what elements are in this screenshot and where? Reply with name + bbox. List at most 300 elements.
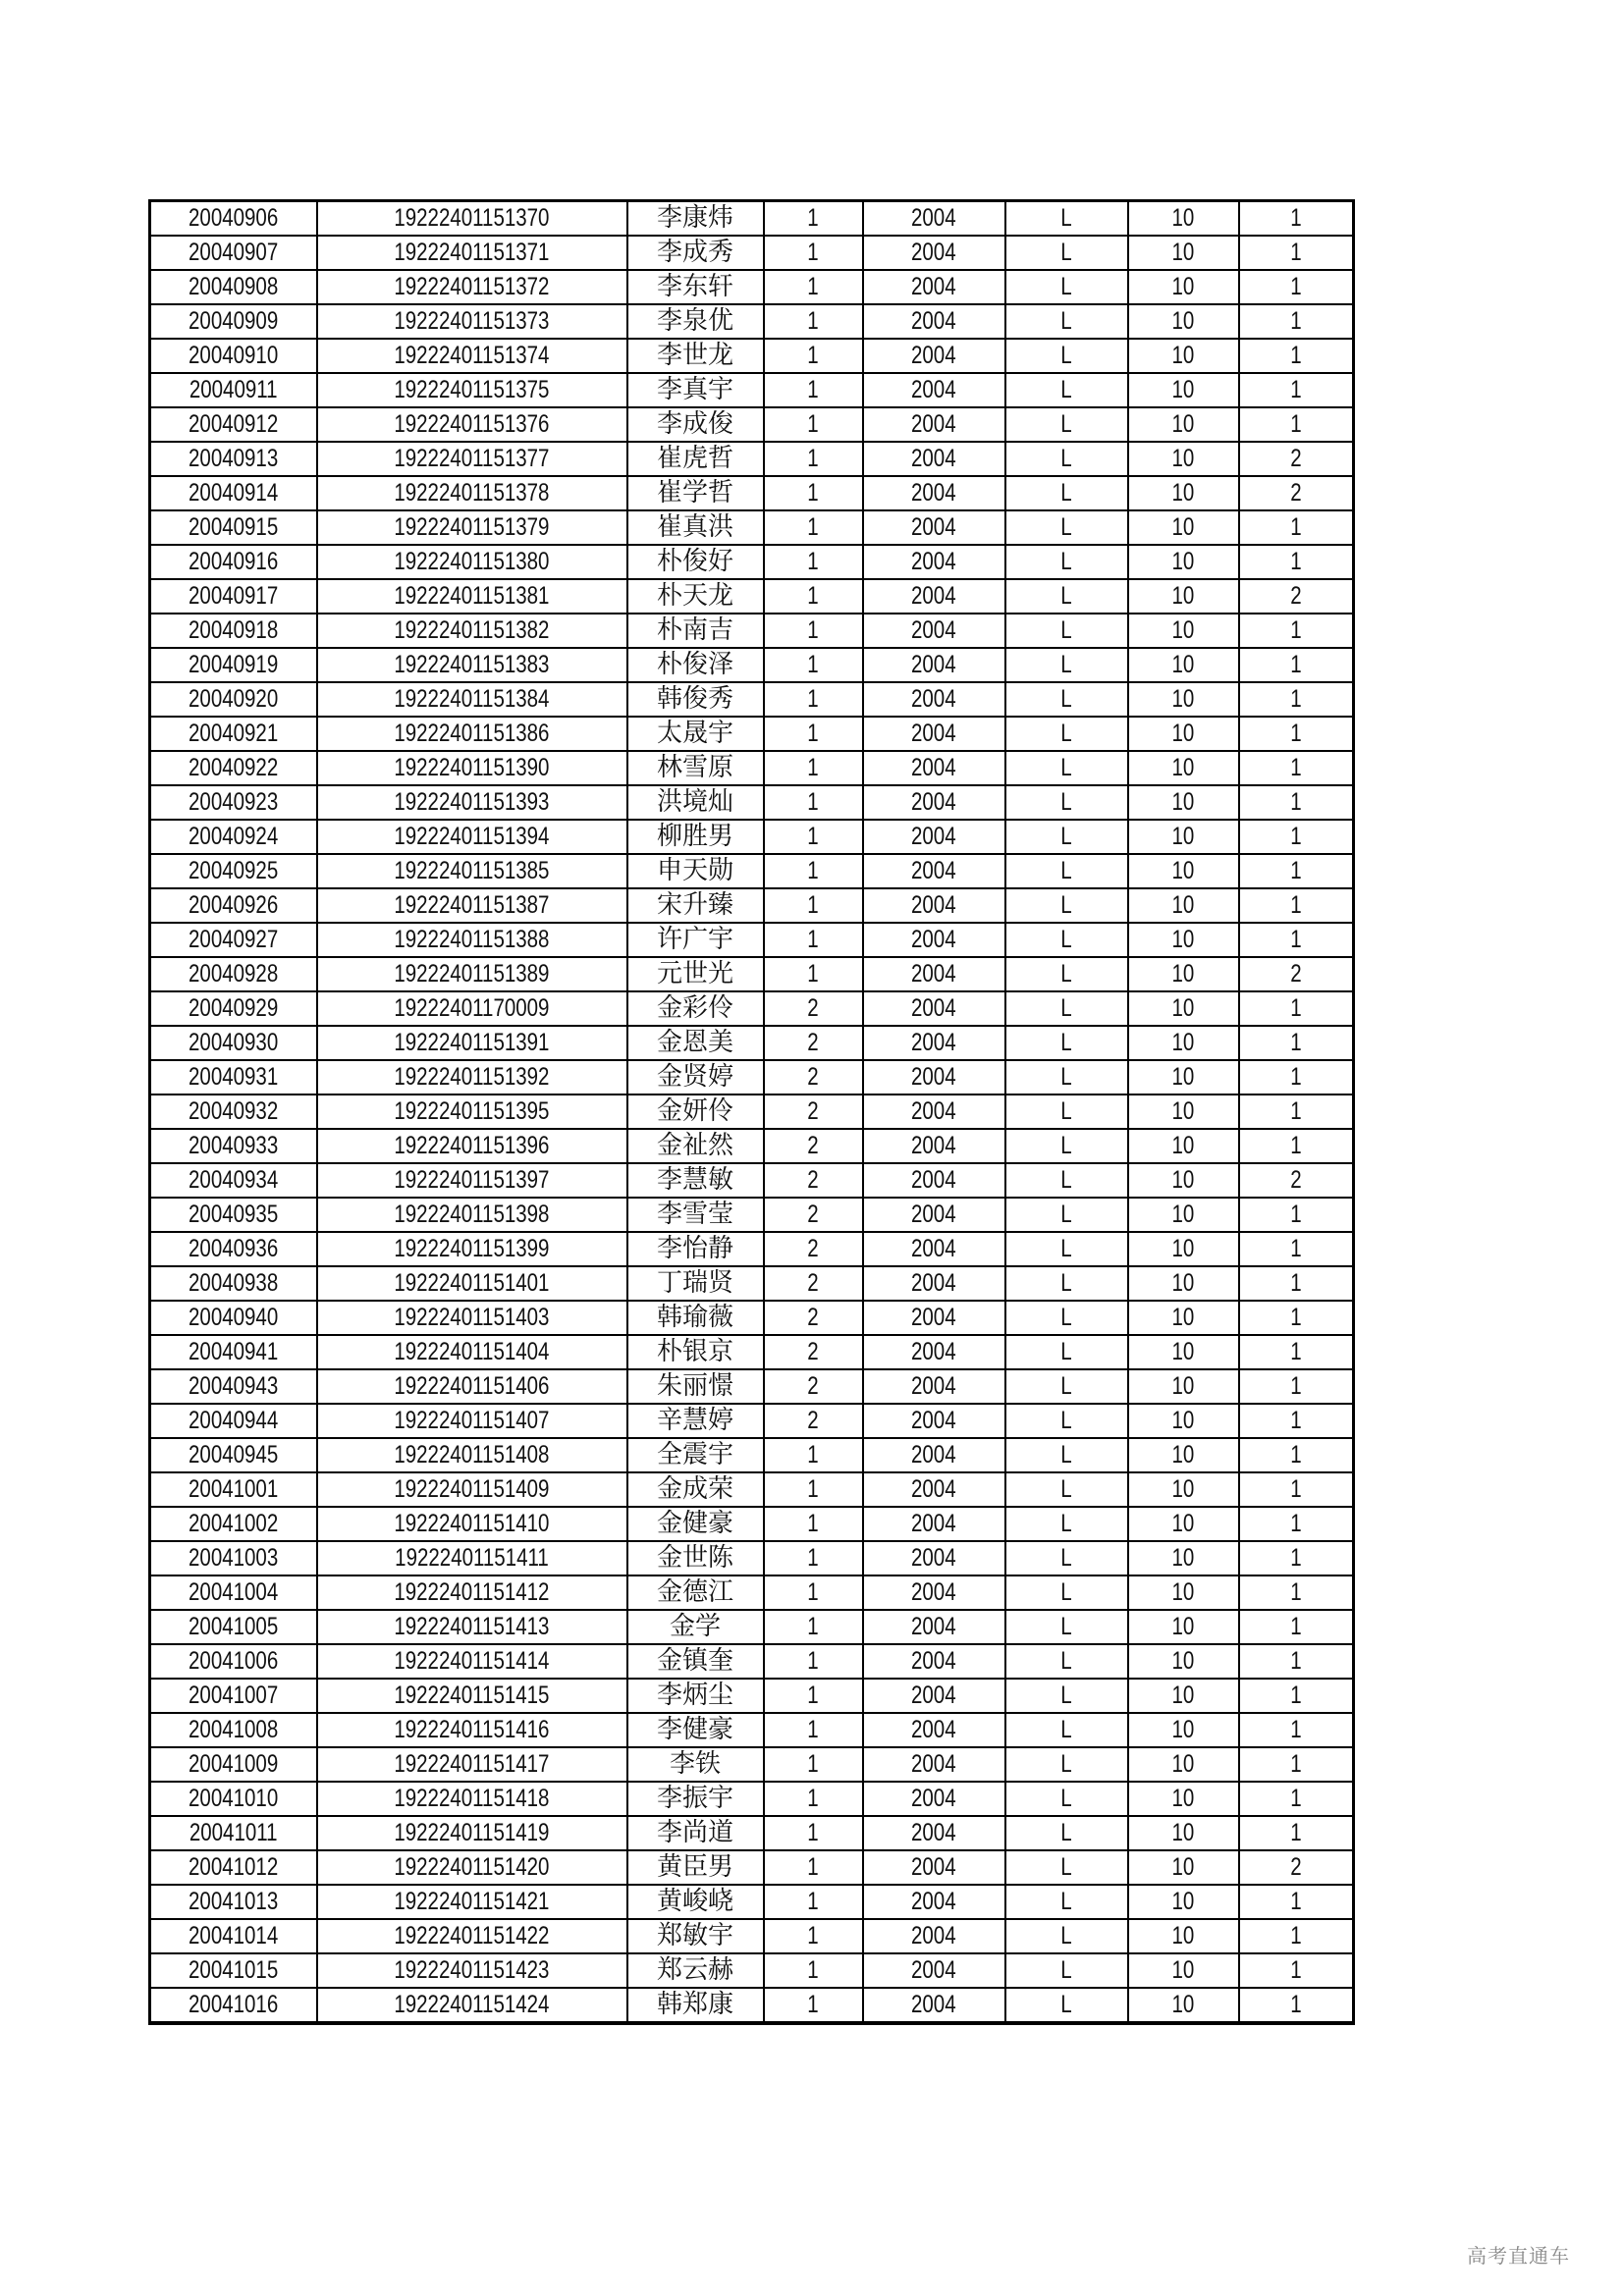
candidate-id-text: 19222401151386	[394, 720, 550, 747]
category-text: L	[1060, 651, 1072, 678]
gender-code-text: 1	[807, 1853, 819, 1881]
year-text: 2004	[911, 513, 956, 541]
gender-code-cell	[764, 201, 863, 237]
gender-code-cell	[764, 1953, 863, 1988]
flag-text: 1	[1290, 1785, 1302, 1812]
year-cell	[863, 648, 1005, 682]
category-cell	[1005, 373, 1128, 407]
flag-cell	[1239, 1679, 1354, 1713]
exam-number-cell	[150, 1060, 317, 1095]
candidate-id-text: 19222401151390	[394, 754, 550, 781]
category-text: L	[1060, 1407, 1072, 1434]
flag-text: 1	[1290, 307, 1302, 335]
year-cell	[863, 1060, 1005, 1095]
exam-number-text: 20041012	[189, 1853, 279, 1881]
gender-code-text: 1	[807, 685, 819, 713]
gender-code-cell	[764, 1919, 863, 1953]
flag-text: 1	[1290, 788, 1302, 816]
flag-cell	[1239, 854, 1354, 888]
year-cell	[863, 785, 1005, 820]
year-cell	[863, 545, 1005, 579]
code-cell	[1128, 1472, 1239, 1507]
name-cell	[627, 1541, 764, 1575]
gender-code-cell	[764, 545, 863, 579]
code-text: 10	[1171, 651, 1195, 678]
candidate-id-cell	[317, 717, 627, 751]
category-text: L	[1060, 857, 1072, 884]
category-text: L	[1060, 1269, 1072, 1297]
name-cell	[627, 1404, 764, 1438]
exam-number-cell	[150, 236, 317, 270]
candidate-id-text: 19222401151395	[394, 1097, 550, 1125]
name-text: 洪境灿	[656, 787, 733, 817]
year-cell	[863, 510, 1005, 545]
category-text: L	[1060, 1750, 1072, 1778]
category-cell	[1005, 957, 1128, 991]
exam-number-cell	[150, 1129, 317, 1163]
year-cell	[863, 888, 1005, 923]
category-text: L	[1060, 1785, 1072, 1812]
candidate-id-cell	[317, 1988, 627, 2023]
year-text: 2004	[911, 1785, 956, 1812]
category-text: L	[1060, 1132, 1072, 1159]
name-cell	[627, 785, 764, 820]
code-cell	[1128, 1232, 1239, 1266]
category-text: L	[1060, 1544, 1072, 1572]
table-row	[150, 236, 1354, 270]
code-text: 10	[1171, 1785, 1195, 1812]
code-cell	[1128, 236, 1239, 270]
gender-code-cell	[764, 751, 863, 785]
year-text: 2004	[911, 1853, 956, 1881]
table-row	[150, 407, 1354, 442]
code-cell	[1128, 1026, 1239, 1060]
name-text: 金贤婷	[656, 1062, 733, 1092]
flag-cell	[1239, 717, 1354, 751]
category-text: L	[1060, 685, 1072, 713]
flag-cell	[1239, 1953, 1354, 1988]
year-text: 2004	[911, 1029, 956, 1056]
flag-cell	[1239, 1335, 1354, 1369]
exam-number-text: 20041002	[189, 1510, 279, 1537]
year-text: 2004	[911, 1235, 956, 1262]
gender-code-cell	[764, 1266, 863, 1301]
table-row	[150, 1232, 1354, 1266]
category-text: L	[1060, 616, 1072, 644]
table-row	[150, 1129, 1354, 1163]
flag-cell	[1239, 1850, 1354, 1885]
category-text: L	[1060, 1097, 1072, 1125]
flag-cell	[1239, 1301, 1354, 1335]
candidate-id-text: 19222401151403	[394, 1304, 550, 1331]
candidate-id-cell	[317, 1782, 627, 1816]
exam-number-cell	[150, 991, 317, 1026]
exam-number-text: 20041005	[189, 1613, 279, 1640]
candidate-id-cell	[317, 1747, 627, 1782]
flag-cell	[1239, 545, 1354, 579]
candidate-id-cell	[317, 1953, 627, 1988]
candidate-id-text: 19222401151378	[394, 479, 550, 507]
candidate-id-text: 19222401151371	[394, 239, 550, 266]
category-text: L	[1060, 1956, 1072, 1984]
name-text: 李尚道	[656, 1818, 733, 1847]
candidate-id-cell	[317, 820, 627, 854]
flag-text: 1	[1290, 651, 1302, 678]
candidate-id-text: 19222401151377	[394, 445, 550, 472]
code-text: 10	[1171, 582, 1195, 610]
candidate-id-text: 19222401170009	[394, 994, 550, 1022]
category-cell	[1005, 1541, 1128, 1575]
code-text: 10	[1171, 1750, 1195, 1778]
category-text: L	[1060, 479, 1072, 507]
year-text: 2004	[911, 1682, 956, 1709]
gender-code-cell	[764, 1816, 863, 1850]
category-text: L	[1060, 1235, 1072, 1262]
name-cell	[627, 1747, 764, 1782]
flag-cell	[1239, 270, 1354, 304]
exam-number-text: 20040911	[189, 376, 278, 403]
name-text: 金恩美	[656, 1028, 733, 1057]
candidate-id-cell	[317, 373, 627, 407]
candidate-id-cell	[317, 1335, 627, 1369]
name-text: 全震宇	[656, 1440, 733, 1469]
category-cell	[1005, 1301, 1128, 1335]
year-cell	[863, 1747, 1005, 1782]
year-cell	[863, 304, 1005, 339]
year-cell	[863, 1472, 1005, 1507]
exam-number-cell	[150, 682, 317, 717]
flag-text: 1	[1290, 1372, 1302, 1400]
exam-number-cell	[150, 545, 317, 579]
category-text: L	[1060, 342, 1072, 369]
candidate-id-text: 19222401151379	[394, 513, 550, 541]
flag-cell	[1239, 1060, 1354, 1095]
exam-number-text: 20040927	[189, 926, 279, 953]
name-text: 韩瑜薇	[656, 1303, 733, 1332]
flag-text: 1	[1290, 342, 1302, 369]
name-cell	[627, 1507, 764, 1541]
flag-cell	[1239, 236, 1354, 270]
watermark-text: 高考直通车	[1467, 2244, 1570, 2268]
gender-code-text: 1	[807, 445, 819, 472]
flag-cell	[1239, 373, 1354, 407]
exam-number-cell	[150, 1885, 317, 1919]
candidate-id-text: 19222401151398	[394, 1201, 550, 1228]
gender-code-cell	[764, 1679, 863, 1713]
name-cell	[627, 579, 764, 614]
code-text: 10	[1171, 307, 1195, 335]
candidate-id-cell	[317, 888, 627, 923]
category-cell	[1005, 1472, 1128, 1507]
gender-code-cell	[764, 236, 863, 270]
candidate-id-text: 19222401151416	[394, 1716, 550, 1743]
exam-number-text: 20040938	[189, 1269, 279, 1297]
exam-number-text: 20040909	[189, 307, 279, 335]
year-text: 2004	[911, 307, 956, 335]
flag-text: 2	[1290, 582, 1302, 610]
flag-text: 1	[1290, 1063, 1302, 1091]
code-text: 10	[1171, 926, 1195, 953]
name-text: 崔真洪	[656, 512, 733, 542]
candidate-id-text: 19222401151399	[394, 1235, 550, 1262]
gender-code-text: 2	[807, 1201, 819, 1228]
name-text: 金健豪	[656, 1509, 733, 1538]
gender-code-cell	[764, 510, 863, 545]
category-text: L	[1060, 1888, 1072, 1915]
year-cell	[863, 957, 1005, 991]
name-cell	[627, 923, 764, 957]
name-text: 李雪莹	[656, 1200, 733, 1229]
candidate-id-cell	[317, 1541, 627, 1575]
exam-number-cell	[150, 854, 317, 888]
code-text: 10	[1171, 685, 1195, 713]
year-cell	[863, 1335, 1005, 1369]
flag-cell	[1239, 1266, 1354, 1301]
gender-code-text: 2	[807, 1063, 819, 1091]
year-cell	[863, 1438, 1005, 1472]
exam-number-text: 20041014	[189, 1922, 279, 1949]
candidate-id-text: 19222401151392	[394, 1063, 550, 1091]
name-text: 申天勋	[656, 856, 733, 885]
exam-number-text: 20040928	[189, 960, 279, 988]
table-row	[150, 820, 1354, 854]
name-text: 朴天龙	[656, 581, 733, 611]
table-row	[150, 1644, 1354, 1679]
exam-number-text: 20040940	[189, 1304, 279, 1331]
flag-cell	[1239, 923, 1354, 957]
candidate-id-cell	[317, 304, 627, 339]
exam-number-text: 20040920	[189, 685, 279, 713]
name-cell	[627, 1026, 764, 1060]
table-row	[150, 854, 1354, 888]
gender-code-text: 1	[807, 1922, 819, 1949]
code-cell	[1128, 1541, 1239, 1575]
code-cell	[1128, 1953, 1239, 1988]
exam-number-cell	[150, 1335, 317, 1369]
year-text: 2004	[911, 651, 956, 678]
category-text: L	[1060, 376, 1072, 403]
name-cell	[627, 1575, 764, 1610]
code-text: 10	[1171, 204, 1195, 232]
gender-code-text: 1	[807, 1647, 819, 1675]
category-text: L	[1060, 410, 1072, 438]
category-text: L	[1060, 1647, 1072, 1675]
name-text: 元世光	[656, 959, 733, 988]
flag-cell	[1239, 648, 1354, 682]
table-row	[150, 1335, 1354, 1369]
code-cell	[1128, 1266, 1239, 1301]
exam-number-text: 20040931	[189, 1063, 279, 1091]
year-text: 2004	[911, 960, 956, 988]
exam-number-text: 20041003	[189, 1544, 279, 1572]
gender-code-cell	[764, 854, 863, 888]
flag-cell	[1239, 614, 1354, 648]
student-roster-table	[148, 199, 1355, 2025]
candidate-id-cell	[317, 923, 627, 957]
flag-text: 1	[1290, 204, 1302, 232]
name-cell	[627, 236, 764, 270]
year-cell	[863, 1301, 1005, 1335]
gender-code-cell	[764, 1610, 863, 1644]
code-cell	[1128, 1060, 1239, 1095]
exam-number-cell	[150, 304, 317, 339]
name-cell	[627, 339, 764, 373]
name-cell	[627, 1060, 764, 1095]
candidate-id-cell	[317, 614, 627, 648]
year-text: 2004	[911, 1475, 956, 1503]
category-text: L	[1060, 1510, 1072, 1537]
gender-code-text: 1	[807, 307, 819, 335]
name-cell	[627, 717, 764, 751]
flag-text: 1	[1290, 1888, 1302, 1915]
name-text: 李炳尘	[656, 1681, 733, 1710]
flag-text: 1	[1290, 720, 1302, 747]
code-text: 10	[1171, 1063, 1195, 1091]
exam-number-text: 20040919	[189, 651, 279, 678]
code-text: 10	[1171, 1338, 1195, 1365]
year-cell	[863, 201, 1005, 237]
category-cell	[1005, 1095, 1128, 1129]
exam-number-text: 20040941	[189, 1338, 279, 1365]
table-row	[150, 1369, 1354, 1404]
code-text: 10	[1171, 1510, 1195, 1537]
exam-number-cell	[150, 1610, 317, 1644]
category-cell	[1005, 1919, 1128, 1953]
category-text: L	[1060, 823, 1072, 850]
year-cell	[863, 339, 1005, 373]
candidate-id-text: 19222401151394	[394, 823, 550, 850]
flag-cell	[1239, 1095, 1354, 1129]
candidate-id-cell	[317, 957, 627, 991]
candidate-id-text: 19222401151410	[394, 1510, 550, 1537]
candidate-id-text: 19222401151380	[394, 548, 550, 575]
category-text: L	[1060, 1166, 1072, 1194]
category-cell	[1005, 1266, 1128, 1301]
code-cell	[1128, 751, 1239, 785]
flag-text: 1	[1290, 1441, 1302, 1468]
exam-number-cell	[150, 1541, 317, 1575]
category-text: L	[1060, 445, 1072, 472]
candidate-id-text: 19222401151418	[394, 1785, 550, 1812]
gender-code-cell	[764, 888, 863, 923]
flag-text: 1	[1290, 1407, 1302, 1434]
year-text: 2004	[911, 1510, 956, 1537]
table-row	[150, 1919, 1354, 1953]
flag-cell	[1239, 1507, 1354, 1541]
gender-code-text: 1	[807, 720, 819, 747]
gender-code-text: 2	[807, 1372, 819, 1400]
name-text: 柳胜男	[656, 822, 733, 851]
flag-text: 1	[1290, 1338, 1302, 1365]
candidate-id-text: 19222401151370	[394, 204, 550, 232]
name-text: 金德江	[656, 1577, 733, 1607]
year-text: 2004	[911, 239, 956, 266]
category-cell	[1005, 510, 1128, 545]
name-cell	[627, 751, 764, 785]
exam-number-cell	[150, 476, 317, 510]
candidate-id-text: 19222401151401	[394, 1269, 550, 1297]
code-text: 10	[1171, 1372, 1195, 1400]
flag-text: 1	[1290, 994, 1302, 1022]
gender-code-cell	[764, 1472, 863, 1507]
table-row	[150, 1060, 1354, 1095]
name-text: 李真宇	[656, 375, 733, 404]
name-cell	[627, 476, 764, 510]
candidate-id-text: 19222401151397	[394, 1166, 550, 1194]
candidate-id-text: 19222401151406	[394, 1372, 550, 1400]
flag-text: 1	[1290, 891, 1302, 919]
year-cell	[863, 1575, 1005, 1610]
name-cell	[627, 1335, 764, 1369]
category-text: L	[1060, 1613, 1072, 1640]
gender-code-cell	[764, 1747, 863, 1782]
table-row	[150, 1507, 1354, 1541]
gender-code-cell	[764, 1575, 863, 1610]
category-cell	[1005, 476, 1128, 510]
year-cell	[863, 1163, 1005, 1198]
exam-number-cell	[150, 785, 317, 820]
gender-code-text: 1	[807, 1991, 819, 2018]
category-text: L	[1060, 273, 1072, 300]
exam-number-cell	[150, 614, 317, 648]
code-cell	[1128, 923, 1239, 957]
flag-cell	[1239, 1782, 1354, 1816]
category-cell	[1005, 1953, 1128, 1988]
code-cell	[1128, 304, 1239, 339]
name-cell	[627, 442, 764, 476]
gender-code-cell	[764, 1095, 863, 1129]
exam-number-cell	[150, 1953, 317, 1988]
table-row	[150, 717, 1354, 751]
name-text: 林雪原	[656, 753, 733, 782]
name-cell	[627, 1782, 764, 1816]
code-text: 10	[1171, 1956, 1195, 1984]
category-text: L	[1060, 1372, 1072, 1400]
code-text: 10	[1171, 1304, 1195, 1331]
name-cell	[627, 614, 764, 648]
flag-text: 1	[1290, 1613, 1302, 1640]
year-cell	[863, 442, 1005, 476]
year-cell	[863, 1026, 1005, 1060]
gender-code-text: 1	[807, 376, 819, 403]
candidate-id-text: 19222401151382	[394, 616, 550, 644]
code-cell	[1128, 1679, 1239, 1713]
flag-cell	[1239, 751, 1354, 785]
exam-number-text: 20040924	[189, 823, 279, 850]
code-cell	[1128, 1747, 1239, 1782]
exam-number-cell	[150, 373, 317, 407]
code-text: 10	[1171, 1682, 1195, 1709]
year-text: 2004	[911, 479, 956, 507]
name-text: 朴南吉	[656, 615, 733, 645]
exam-number-text: 20040914	[189, 479, 279, 507]
name-text: 崔学哲	[656, 478, 733, 507]
category-cell	[1005, 1679, 1128, 1713]
category-cell	[1005, 1575, 1128, 1610]
exam-number-cell	[150, 1782, 317, 1816]
gender-code-text: 1	[807, 239, 819, 266]
year-text: 2004	[911, 445, 956, 472]
table-row	[150, 614, 1354, 648]
name-text: 李康炜	[656, 203, 733, 233]
name-text: 辛慧婷	[656, 1406, 733, 1435]
code-cell	[1128, 614, 1239, 648]
code-text: 10	[1171, 1853, 1195, 1881]
gender-code-cell	[764, 1507, 863, 1541]
category-cell	[1005, 1026, 1128, 1060]
category-text: L	[1060, 788, 1072, 816]
gender-code-text: 1	[807, 616, 819, 644]
